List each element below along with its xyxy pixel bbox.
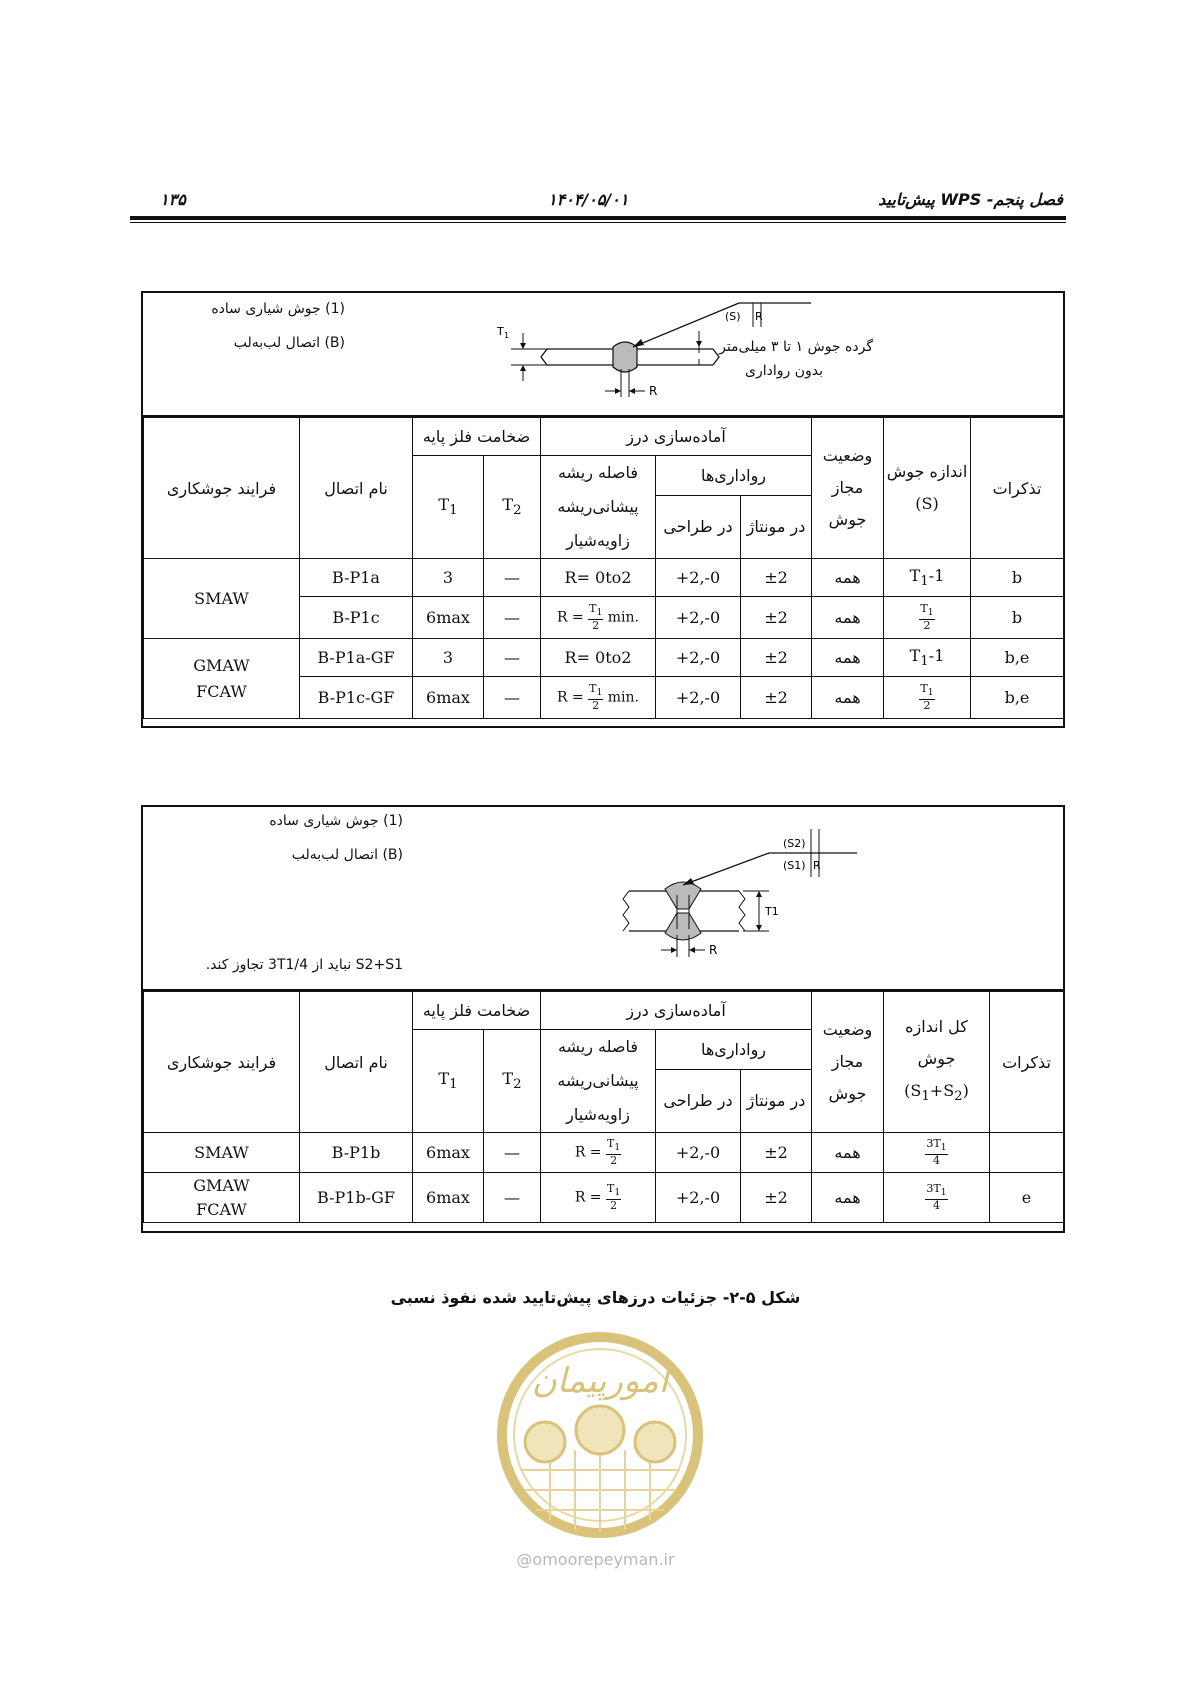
col-as-fitup: در مونتاژ — [741, 1069, 812, 1132]
weld-joint-2-svg — [143, 807, 1063, 987]
notes-cell: e — [990, 1173, 1064, 1223]
joint-cell: B-P1a — [300, 559, 413, 597]
position-cell: همه — [812, 1133, 884, 1173]
figure-2-title-1: (1) جوش شیاری ساده — [269, 813, 403, 829]
col-groove-prep: آماده‌سازی درز — [541, 418, 812, 456]
prep-cell: R = $\frac{T_1}{2}$ min. — [541, 597, 656, 639]
weld-symbol-r: R — [813, 859, 821, 872]
size-cell: $\frac{3T_1}{4}$ — [884, 1173, 990, 1223]
t1-cell: 6max — [413, 597, 484, 639]
figure-2-drawing — [143, 807, 1063, 991]
detail-cell: +2,-0 — [656, 639, 741, 677]
notes-cell: b,e — [971, 677, 1064, 719]
chapter-title: فصل پنجم- WPS پیش‌تایید — [878, 190, 1063, 209]
size-cell: $\frac{3T_1}{4}$ — [884, 1133, 990, 1173]
detail-cell: +2,-0 — [656, 1133, 741, 1173]
col-position: وضعیت مجاز جوش — [812, 992, 884, 1133]
figure-1-title-2: (B) اتصال لب‌به‌لب — [233, 335, 345, 351]
joint-cell: B-P1c — [300, 597, 413, 639]
t1-cell: 3 — [413, 639, 484, 677]
prep-cell: R= 0to2 — [541, 559, 656, 597]
watermark-text: امورپیمان — [531, 1361, 669, 1401]
notes-cell: b,e — [971, 639, 1064, 677]
figure-caption: شکل ۵-۲- جزئیات درزهای پیش‌تایید شده نفوذ نسبی — [390, 1288, 801, 1307]
weld-symbol-r: R — [755, 310, 763, 323]
dim-t1-label: T — [497, 325, 504, 338]
col-joint-name: نام اتصال — [300, 418, 413, 559]
prep-cell: R = $\frac{T_1}{2}$ — [541, 1173, 656, 1223]
weld-symbol-s2: (S2) — [783, 837, 806, 850]
prep-cell: R = $\frac{T_1}{2}$ min. — [541, 677, 656, 719]
dim-r-label: R — [709, 943, 718, 957]
col-notes: تذکرات — [990, 992, 1064, 1133]
t2-cell: — — [484, 1133, 541, 1173]
t2-cell: — — [484, 677, 541, 719]
svg-text:1: 1 — [504, 331, 510, 340]
t1-cell: 6max — [413, 1173, 484, 1223]
t2-cell: — — [484, 559, 541, 597]
col-base-metal: ضخامت فلز پایه — [413, 418, 541, 456]
figure-1-title-1: (1) جوش شیاری ساده — [211, 301, 345, 317]
col-root-details: فاصله ریشه پیشانی‌ریشه زاویه‌شیار — [541, 1030, 656, 1133]
process-cell: SMAW — [144, 1133, 300, 1173]
size-cell: $\frac{T_1}{2}$ — [884, 677, 971, 719]
fitup-cell: ±2 — [741, 1133, 812, 1173]
col-t1: $T_1$ — [413, 1030, 484, 1133]
weld-symbol-s1: (S1) — [783, 859, 806, 872]
notes-cell: b — [971, 597, 1064, 639]
prep-cell: R= 0to2 — [541, 639, 656, 677]
page-number: ۱۳۵ — [160, 190, 186, 209]
position-cell: همه — [812, 559, 884, 597]
col-as-fitup: در مونتاژ — [741, 495, 812, 558]
joint-cell: B-P1a-GF — [300, 639, 413, 677]
process-cell: GMAW FCAW — [144, 639, 300, 719]
col-process: فرایند جوشکاری — [144, 992, 300, 1133]
t2-cell: — — [484, 639, 541, 677]
position-cell: همه — [812, 677, 884, 719]
figure-box-2 — [141, 805, 1065, 1233]
t2-cell: — — [484, 597, 541, 639]
figure-box-1 — [141, 291, 1065, 728]
position-cell: همه — [812, 1173, 884, 1223]
table-row — [144, 1173, 1064, 1223]
t1-cell: 3 — [413, 559, 484, 597]
size-cell: $T_1-1$ — [884, 639, 971, 677]
table-row — [144, 1133, 1064, 1173]
fitup-cell: ±2 — [741, 597, 812, 639]
col-t2: $T_2$ — [484, 456, 541, 559]
dim-t1-label: T1 — [765, 905, 779, 918]
col-t2: $T_2$ — [484, 1030, 541, 1133]
weld-joint-1-svg — [143, 293, 1063, 413]
reinforcement-note-1: گرده جوش ۱ تا ۳ میلی‌متر — [719, 339, 873, 355]
t1-cell: 6max — [413, 1133, 484, 1173]
figure-2-title-2: (B) اتصال لب‌به‌لب — [291, 847, 403, 863]
header-date: ۱۴۰۴/۰۵/۰۱ — [548, 190, 629, 209]
t2-cell: — — [484, 1173, 541, 1223]
size-cell: $T_1-1$ — [884, 559, 971, 597]
dim-r-label: R — [649, 384, 658, 398]
col-position: وضعیت مجاز جوش — [812, 418, 884, 559]
detail-cell: +2,-0 — [656, 559, 741, 597]
col-as-detailed: در طراحی — [656, 1069, 741, 1132]
col-weld-size: کل اندازه جوش $(S_1+S_2)$ — [884, 992, 990, 1133]
notes-cell: b — [971, 559, 1064, 597]
detail-cell: +2,-0 — [656, 1173, 741, 1223]
reinforcement-note-2: بدون رواداری — [745, 363, 823, 379]
col-base-metal: ضخامت فلز پایه — [413, 992, 541, 1030]
position-cell: همه — [812, 597, 884, 639]
header-rule — [130, 216, 1066, 220]
table-row — [144, 639, 1064, 677]
process-cell: SMAW — [144, 559, 300, 639]
size-cell: $\frac{T_1}{2}$ — [884, 597, 971, 639]
header-rule-thin — [130, 222, 1066, 223]
weld-symbol-s: (S) — [725, 310, 741, 323]
joint-cell: B-P1b — [300, 1133, 413, 1173]
fitup-cell: ±2 — [741, 639, 812, 677]
col-weld-size: اندازه جوش (S) — [884, 418, 971, 559]
notes-cell — [990, 1133, 1064, 1173]
col-tolerances: رواداری‌ها — [656, 1030, 812, 1070]
col-t1: $T_1$ — [413, 456, 484, 559]
col-root-details: فاصله ریشه پیشانی‌ریشه زاویه‌شیار — [541, 456, 656, 559]
prep-cell: R = $\frac{T_1}{2}$ — [541, 1133, 656, 1173]
col-as-detailed: در طراحی — [656, 495, 741, 558]
col-process: فرایند جوشکاری — [144, 418, 300, 559]
t1-cell: 6max — [413, 677, 484, 719]
detail-cell: +2,-0 — [656, 677, 741, 719]
col-tolerances: رواداری‌ها — [656, 456, 812, 496]
fitup-cell: ±2 — [741, 677, 812, 719]
col-notes: تذکرات — [971, 418, 1064, 559]
figure-2-constraint: S2+S1 نباید از 3T1/4 تجاوز کند. — [205, 957, 403, 973]
position-cell: همه — [812, 639, 884, 677]
watermark-site: @omoorepeyman.ir — [516, 1550, 675, 1569]
fitup-cell: ±2 — [741, 1173, 812, 1223]
prequalified-table-2 — [143, 991, 1064, 1223]
watermark-logo — [490, 1330, 710, 1540]
col-joint-name: نام اتصال — [300, 992, 413, 1133]
col-groove-prep: آماده‌سازی درز — [541, 992, 812, 1030]
prequalified-table-1 — [143, 417, 1064, 719]
joint-cell: B-P1b-GF — [300, 1173, 413, 1223]
joint-cell: B-P1c-GF — [300, 677, 413, 719]
detail-cell: +2,-0 — [656, 597, 741, 639]
process-cell: GMAW FCAW — [144, 1173, 300, 1223]
figure-1-drawing — [143, 293, 1063, 417]
fitup-cell: ±2 — [741, 559, 812, 597]
table-row — [144, 559, 1064, 597]
